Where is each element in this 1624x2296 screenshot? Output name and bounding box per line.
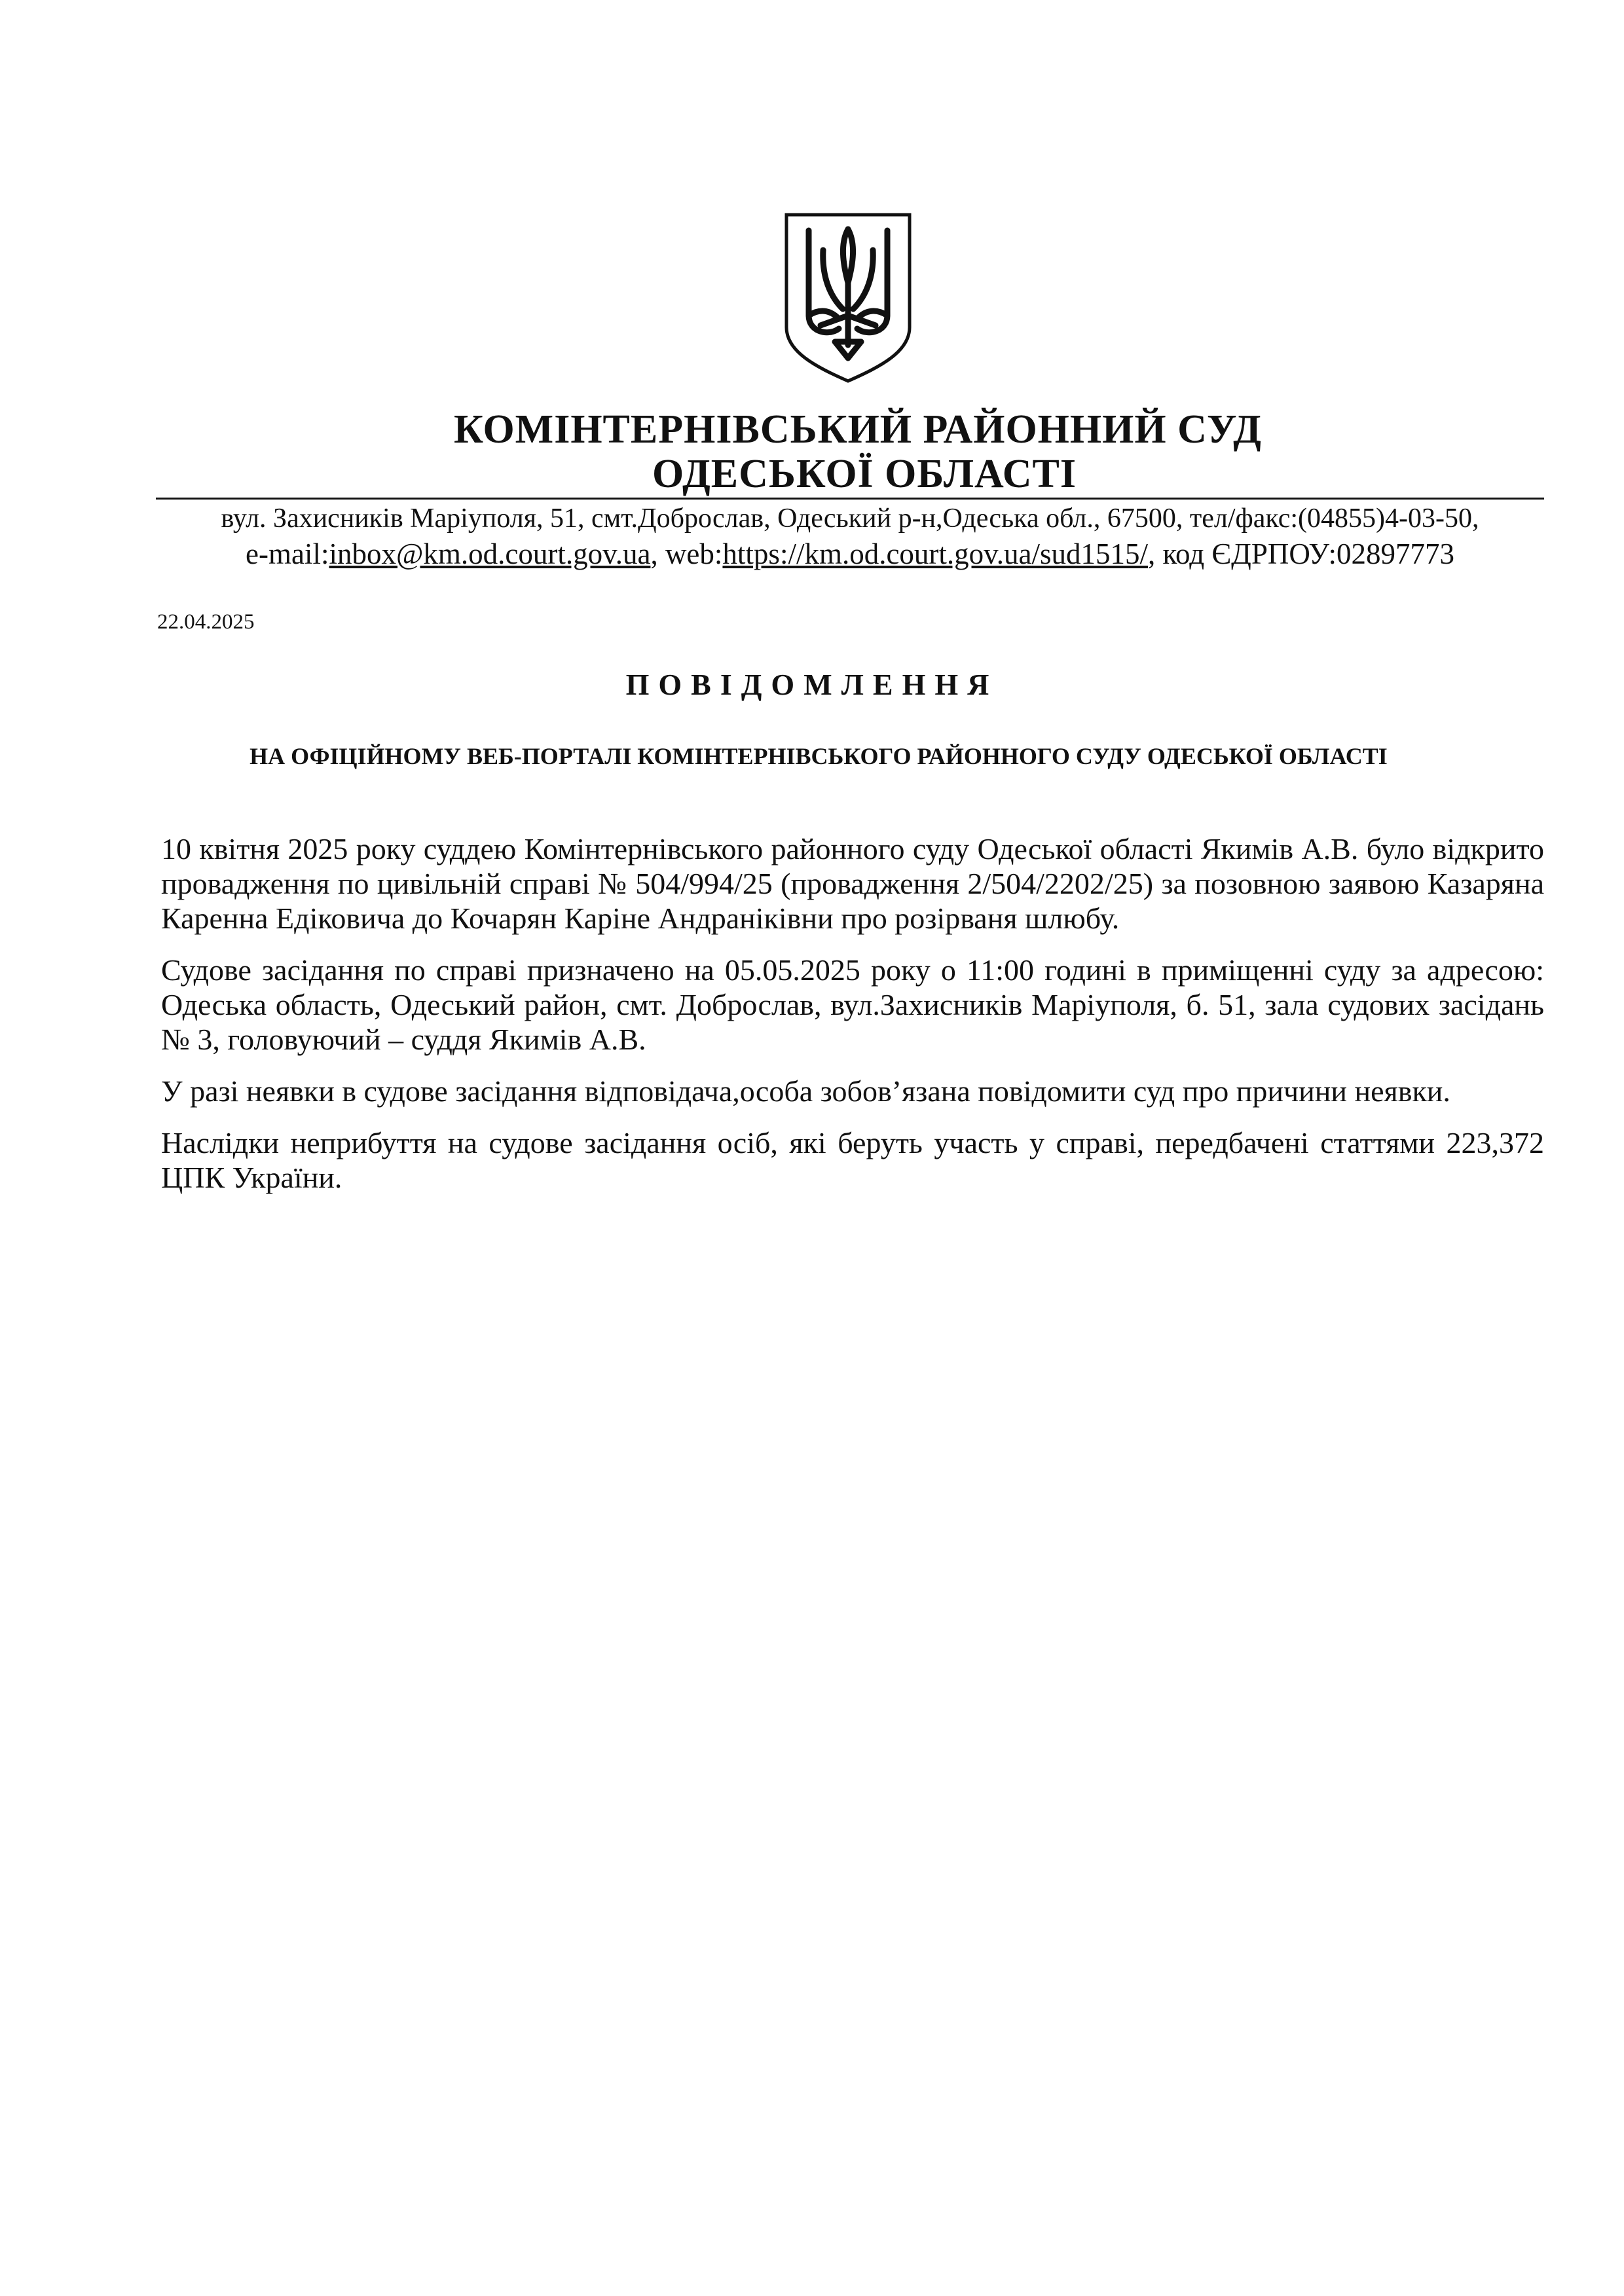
document-subtitle: НА ОФІЦІЙНОМУ ВЕБ-ПОРТАЛІ КОМІНТЕРНІВСЬКОГО РАЙОННОГО СУДУ ОДЕСЬКОЇ ОБЛАСТІ — [249, 743, 1388, 769]
document-date: 22.04.2025 — [157, 610, 255, 634]
court-contacts — [156, 537, 1544, 571]
edrpou-code: , код ЄДРПОУ:02897773 — [1147, 538, 1454, 570]
website-link[interactable]: https://km.od.court.gov.ua/sud1515/ — [722, 538, 1148, 570]
header-divider — [156, 498, 1544, 500]
document-body — [161, 831, 1544, 1212]
email-prefix: e-mail: — [246, 538, 329, 570]
paragraph-hearing: Судове засідання по справі призначено на 05.05.2025 року о 11:00 годині в приміщенні суду за адресою: Одеська область, Одеський район, смт. Доброслав, вул.Захисників Маріуполя, б. 51, зала судових засідань № 3, головуючий – суддя Якимів А.В. — [161, 953, 1544, 1056]
web-prefix: , web: — [650, 538, 723, 570]
court-address: вул. Захисників Маріуполя, 51, смт.Доброслав, Одеський р-н,Одеська обл., 67500, тел/факс:(04855)4-03-50, — [221, 503, 1479, 534]
court-name-line2: ОДЕСЬКОЇ ОБЛАСТІ — [652, 452, 1077, 496]
document-title: ПОВІДОМЛЕННЯ — [625, 668, 999, 701]
tryzub-coat-of-arms-icon — [783, 211, 913, 384]
email-link[interactable]: inbox@km.od.court.gov.ua — [329, 538, 651, 570]
paragraph-absence: У разі неявки в судове засідання відповідача,особа зобов’язана повідомити суд про причини неявки. — [161, 1074, 1450, 1108]
paragraph-proceedings: 10 квітня 2025 року суддею Комінтернівського районного суду Одеської області Якимів А.В. було відкрито провадження по цивільній справі № 504/994/25 (провадження 2/504/2202/25) за позовною заявою Казаряна Каренна Едіковича до Кочарян Каріне Андраніківни про розірваня шлюбу. — [161, 832, 1544, 935]
court-name-line1: КОМІНТЕРНІВСЬКИЙ РАЙОННИЙ СУД — [454, 407, 1262, 452]
paragraph-consequences: Наслідки неприбуття на судове засідання осіб, які беруть участь у справі, передбачені статтями 223,372 ЦПК України. — [161, 1126, 1544, 1194]
